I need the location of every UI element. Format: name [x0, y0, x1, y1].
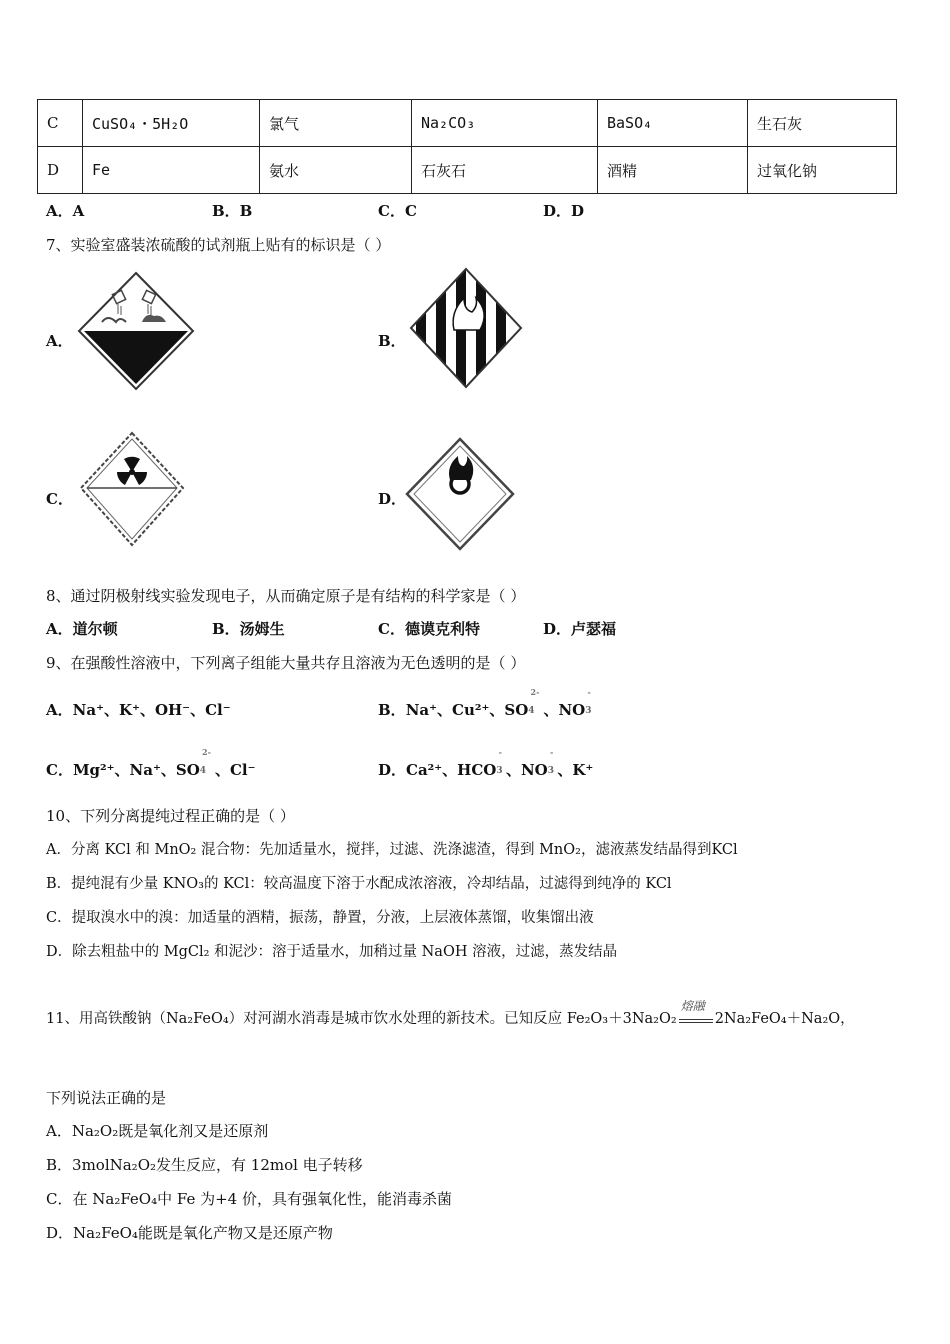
q11-stem — [46, 999, 855, 1028]
q9-option-c[interactable] — [46, 747, 256, 780]
ion-subscript: 3 — [585, 706, 592, 716]
ion-subscript: 3 — [496, 766, 503, 776]
q8-option-b[interactable]: B．汤姆生 — [212, 620, 285, 638]
table-cell: 酒精 — [598, 147, 748, 194]
q10-option-a[interactable]: A．分离 KCl 和 MnO₂ 混合物：先加适量水，搅拌，过滤、洗涤滤渣，得到 MnO₂，滤液蒸发结晶得到KCl — [46, 842, 738, 858]
table-cell: Fe — [83, 147, 260, 194]
ion-superscript: - — [587, 687, 591, 697]
table-cell: 生石灰 — [748, 100, 897, 147]
q9-option-a[interactable] — [46, 699, 231, 720]
q6-option-d[interactable]: D．D — [543, 202, 585, 220]
reaction-condition: 熔融 — [680, 999, 705, 1013]
option-label: B． — [378, 701, 406, 719]
option-label: D． — [378, 761, 407, 779]
ion-text: 、K⁺ — [557, 761, 594, 779]
q6-option-c[interactable]: C．C — [378, 202, 417, 220]
ion-text: 、NO — [543, 701, 586, 719]
corrosive-sign-icon — [76, 270, 196, 392]
table-cell: 石灰石 — [412, 147, 598, 194]
ion-superscript: - — [549, 747, 554, 757]
ion-superscript: 2- — [530, 687, 540, 697]
ion-superscript: - — [498, 747, 502, 757]
q8-option-a[interactable]: A．道尔顿 — [46, 620, 118, 638]
table-cell: Na₂CO₃ — [412, 100, 598, 147]
q8-option-d[interactable]: D．卢瑟福 — [543, 620, 617, 638]
q7-option-b[interactable]: B． — [378, 332, 406, 350]
q11-stem-tail: 2Na₂FeO₄＋Na₂O， — [714, 1011, 855, 1027]
oxidizer-sign-icon — [404, 436, 516, 552]
q9-option-b[interactable] — [378, 687, 595, 720]
q11-option-b[interactable]: B．3molNa₂O₂发生反应，有 12mol 电子转移 — [46, 1156, 363, 1174]
q10-option-d[interactable]: D．除去粗盐中的 MgCl₂ 和泥沙：溶于适量水，加稍过量 NaOH 溶液，过滤，蒸发结晶 — [46, 944, 618, 960]
q10-option-b[interactable]: B．提纯混有少量 KNO₃的 KCl：较高温度下溶于水配成浓溶液，冷却结晶，过滤得到纯净的 KCl — [46, 876, 672, 892]
q11-option-d[interactable]: D．Na₂FeO₄能既是氧化产物又是还原产物 — [46, 1224, 333, 1242]
table-cell: 过氧化钠 — [748, 147, 897, 194]
q9-stem: 9、在强酸性溶液中，下列离子组能大量共存且溶液为无色透明的是（ ） — [46, 654, 526, 672]
q11-option-a[interactable]: A．Na₂O₂既是氧化剂又是还原剂 — [46, 1122, 269, 1140]
q8-stem: 8、通过阴极射线实验发现电子，从而确定原子是有结构的科学家是（ ） — [46, 587, 526, 605]
q11-stem2: 下列说法正确的是 — [46, 1089, 167, 1107]
table-cell: BaSO₄ — [598, 100, 748, 147]
q6-option-b[interactable]: B．B — [212, 202, 253, 220]
q7-option-a[interactable]: A． — [46, 332, 73, 350]
table-cell: 氯气 — [260, 100, 412, 147]
ion-subscript: 3 — [547, 766, 554, 776]
row-label: C — [38, 100, 83, 147]
table-cell: CuSO₄・5H₂O — [83, 100, 260, 147]
q7-option-c[interactable]: C． — [46, 490, 73, 508]
ion-superscript: 2- — [202, 747, 211, 757]
q8-option-c[interactable]: C．德谟克利特 — [378, 620, 480, 638]
ion-list: Na⁺、K⁺、OH⁻、Cl⁻ — [72, 701, 231, 719]
option-label: A． — [46, 701, 73, 719]
table-row — [38, 100, 897, 147]
row-label: D — [38, 147, 83, 194]
q11-option-c[interactable]: C．在 Na₂FeO₄中 Fe 为+4 价，具有强氧化性，能消毒杀菌 — [46, 1190, 452, 1208]
q9-option-d[interactable] — [378, 747, 594, 780]
substance-table — [37, 99, 897, 194]
q6-option-a[interactable]: A．A — [46, 202, 85, 220]
table-cell: 氨水 — [260, 147, 412, 194]
ion-subscript: 4 — [199, 766, 207, 776]
radioactive-sign-icon — [78, 430, 186, 548]
ion-subscript: 4 — [528, 706, 535, 716]
ion-text: Na⁺、Cu²⁺、SO — [405, 701, 529, 719]
ion-text: Mg²⁺、Na⁺、SO — [72, 761, 200, 779]
option-label: C． — [46, 761, 73, 779]
q7-stem: 7、实验室盛装浓硫酸的试剂瓶上贴有的标识是（ ） — [46, 236, 391, 254]
ion-text: 、NO — [505, 761, 548, 779]
ion-text: 、Cl⁻ — [214, 761, 256, 779]
q10-option-c[interactable]: C．提取溴水中的溴：加适量的酒精，振荡，静置，分液，上层液体蒸馏，收集馏出液 — [46, 910, 594, 926]
q7-option-d[interactable]: D． — [378, 490, 407, 508]
flammable-solid-sign-icon — [408, 266, 524, 390]
q10-stem: 10、下列分离提纯过程正确的是（ ） — [46, 807, 295, 825]
ion-text: Ca²⁺、HCO — [406, 761, 497, 779]
q11-stem-text: 11、用高铁酸钠（Na₂FeO₄）对河湖水消毒是城市饮水处理的新技术。已知反应 Fe₂O₃＋3Na₂O₂ — [46, 1011, 677, 1027]
table-row — [38, 147, 897, 194]
